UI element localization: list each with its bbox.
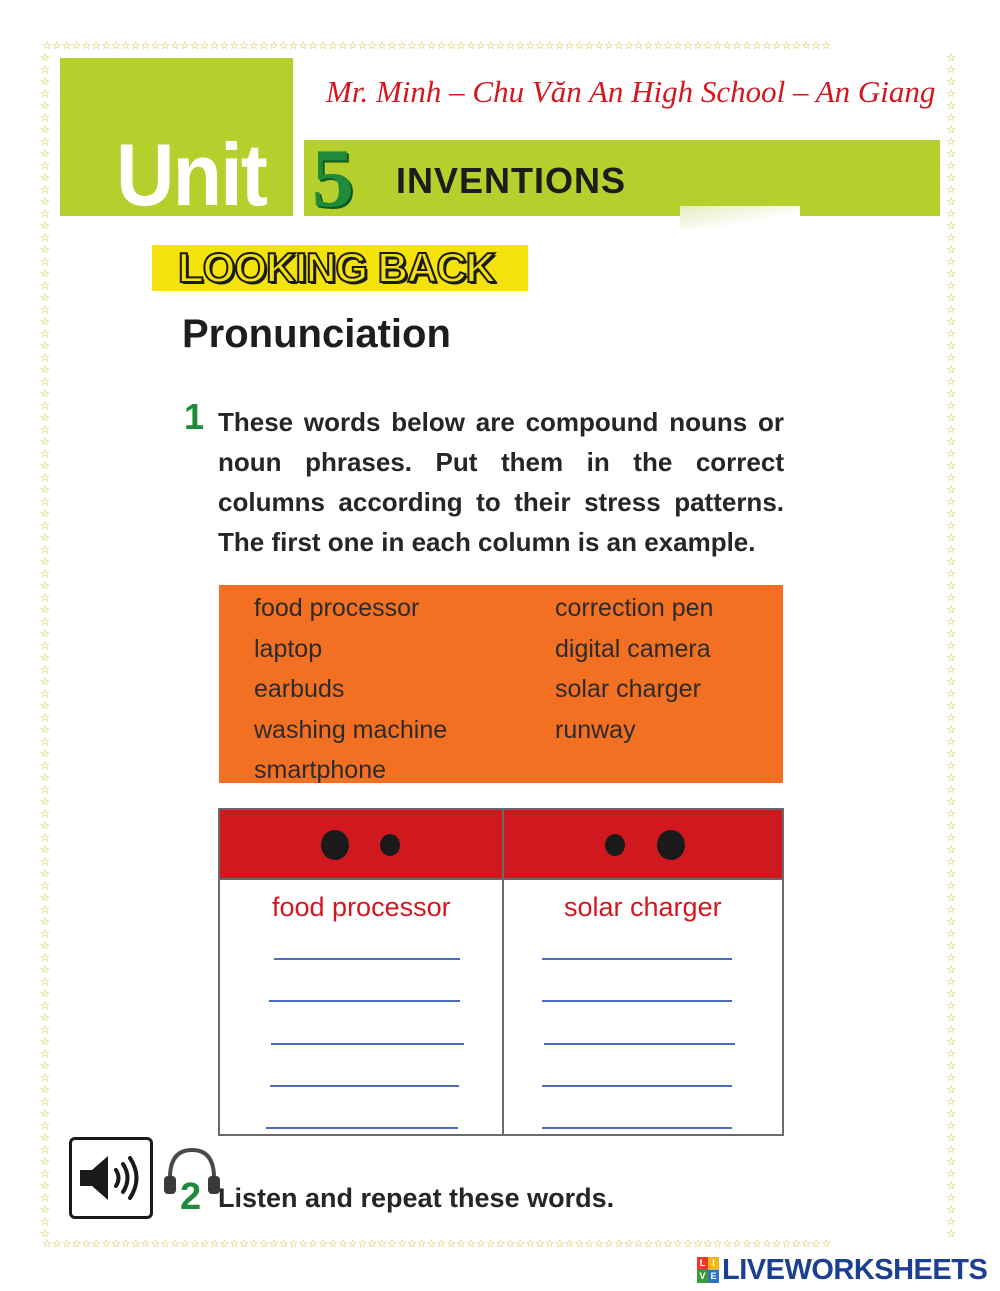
answer-blank[interactable]	[544, 1043, 735, 1045]
answer-blank[interactable]	[266, 1127, 458, 1129]
section-title: Pronunciation	[182, 312, 451, 356]
stress-dot-small	[380, 834, 400, 856]
header-divider	[220, 878, 782, 880]
word-item: smartphone	[254, 756, 387, 784]
word-item: earbuds	[254, 675, 345, 703]
answer-blank[interactable]	[271, 1043, 464, 1045]
word-item: food processor	[254, 594, 420, 622]
word-item: solar charger	[555, 675, 701, 703]
brand-icon-letter: I	[708, 1257, 719, 1270]
answer-blank[interactable]	[542, 1000, 732, 1002]
brand-name: LIVEWORKSHEETS	[722, 1253, 988, 1286]
answer-blank[interactable]	[274, 958, 460, 960]
word-list-column-1	[254, 588, 447, 791]
teacher-credit: Mr. Minh – Chu Văn An High School – An Giang	[326, 74, 936, 109]
answer-blank[interactable]	[542, 958, 732, 960]
unit-banner-strip	[288, 58, 293, 216]
word-item: correction pen	[555, 594, 714, 622]
unit-title: INVENTIONS	[396, 160, 627, 201]
section-banner: LOOKING BACK	[178, 244, 495, 291]
example-word-right: solar charger	[564, 892, 722, 922]
audio-play-button[interactable]	[69, 1137, 153, 1219]
star-border-right: ☆☆☆☆☆☆☆☆☆☆☆☆☆☆☆☆☆☆☆☆☆☆☆☆☆☆☆☆☆☆☆☆☆☆☆☆☆☆☆☆☆☆☆☆☆☆☆☆☆☆☆☆☆☆☆☆☆☆☆☆☆☆☆☆☆☆☆☆☆☆☆☆☆☆☆☆☆☆☆☆☆☆☆☆☆☆☆☆☆☆☆☆☆☆☆☆☆☆☆	[946, 52, 956, 1238]
star-border-bottom: ☆☆☆☆☆☆☆☆☆☆☆☆☆☆☆☆☆☆☆☆☆☆☆☆☆☆☆☆☆☆☆☆☆☆☆☆☆☆☆☆☆☆☆☆☆☆☆☆☆☆☆☆☆☆☆☆☆☆☆☆☆☆☆☆☆☆☆☆☆☆☆☆☆☆☆☆☆☆☆☆	[42, 1238, 831, 1250]
stress-dot-big	[321, 830, 349, 860]
answer-blank[interactable]	[269, 1000, 460, 1002]
stress-pattern-table	[218, 808, 784, 1136]
brand-icon-letter: L	[697, 1257, 708, 1270]
exercise-instruction: These words below are compound nouns or noun phrases. Put them in the correct columns according to their stress patterns. The first one in each column is an example.	[218, 407, 784, 557]
word-list-column-2	[555, 588, 713, 750]
unit-number: 5	[312, 132, 354, 225]
brand-icon-letter: V	[697, 1270, 708, 1283]
brand-icon-letter: E	[708, 1270, 719, 1283]
exercise-instruction: Listen and repeat these words.	[218, 1183, 615, 1213]
liveworksheets-logo	[697, 1255, 987, 1285]
speaker-icon	[72, 1140, 150, 1216]
banner-wedge	[680, 206, 800, 228]
exercise-number: 1	[184, 396, 205, 437]
answer-blank[interactable]	[542, 1085, 732, 1087]
answer-blank[interactable]	[542, 1127, 732, 1129]
word-item: digital camera	[555, 634, 711, 663]
stress-dot-big	[657, 830, 685, 860]
star-border-top: ☆☆☆☆☆☆☆☆☆☆☆☆☆☆☆☆☆☆☆☆☆☆☆☆☆☆☆☆☆☆☆☆☆☆☆☆☆☆☆☆☆☆☆☆☆☆☆☆☆☆☆☆☆☆☆☆☆☆☆☆☆☆☆☆☆☆☆☆☆☆☆☆☆☆☆☆☆☆☆☆	[42, 40, 831, 52]
word-item: runway	[555, 715, 636, 744]
stress-table-header	[220, 810, 782, 878]
column-divider	[502, 810, 504, 1134]
exercise-number: 2	[180, 1176, 202, 1218]
star-border-left: ☆☆☆☆☆☆☆☆☆☆☆☆☆☆☆☆☆☆☆☆☆☆☆☆☆☆☆☆☆☆☆☆☆☆☆☆☆☆☆☆☆☆☆☆☆☆☆☆☆☆☆☆☆☆☆☆☆☆☆☆☆☆☆☆☆☆☆☆☆☆☆☆☆☆☆☆☆☆☆☆☆☆☆☆☆☆☆☆☆☆☆☆☆☆☆☆☆☆☆	[40, 52, 50, 1238]
word-item: washing machine	[254, 715, 448, 744]
brand-icon	[697, 1257, 719, 1283]
answer-blank[interactable]	[270, 1085, 459, 1087]
example-word-left: food processor	[272, 892, 451, 922]
unit-label: Unit	[116, 125, 267, 224]
word-item: laptop	[254, 634, 323, 663]
stress-dot-small	[605, 834, 625, 856]
